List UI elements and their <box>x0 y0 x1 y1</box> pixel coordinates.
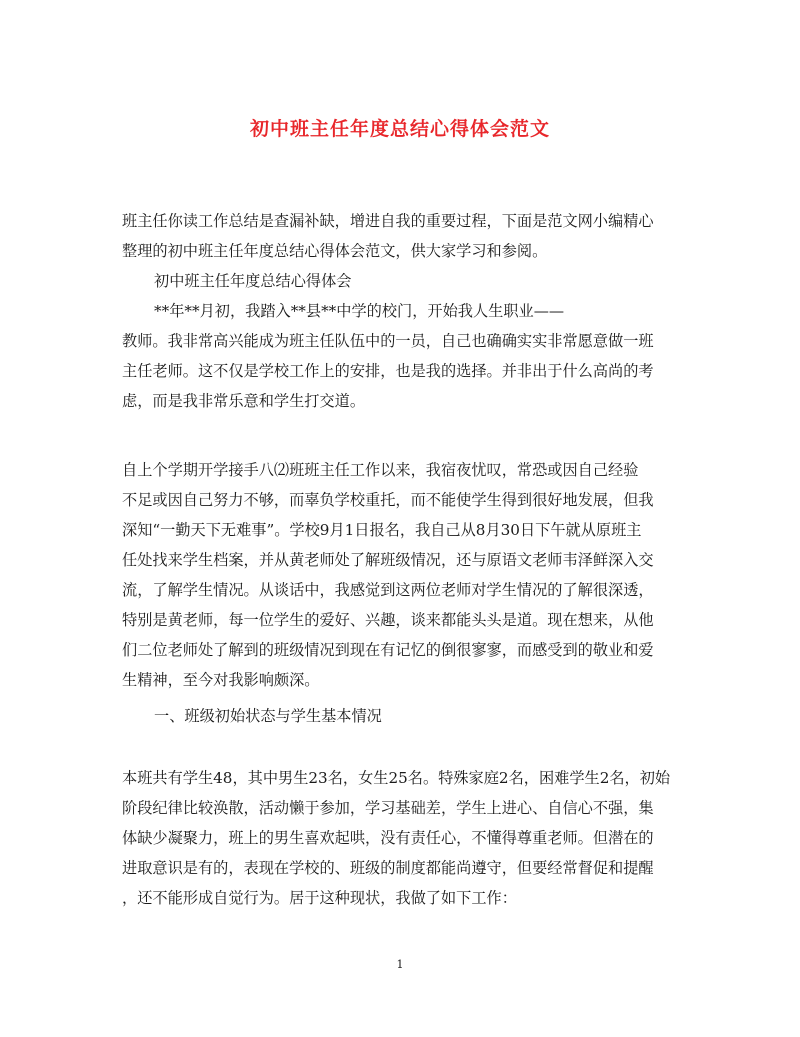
paragraph-take-over-class <box>122 455 678 695</box>
paragraph-class-status <box>122 763 678 913</box>
text-line: **年**月初，我踏入**县**中学的校门，开始我人生职业—— <box>154 302 565 320</box>
text-line: 班主任你读工作总结是查漏补缺，增进自我的重要过程，下面是范文网小编精心 <box>122 212 654 230</box>
text-line: 一、班级初始状态与学生基本情况 <box>154 707 382 725</box>
text-line: 任处找来学生档案，并从黄老师处了解班级情况，还与原语文老师韦泽鲜深入交 <box>122 551 654 569</box>
text-line: 自上个学期开学接手八⑵班班主任工作以来，我宿夜忧叹，常恐或因自己经验 <box>122 461 639 479</box>
text-line: 整理的初中班主任年度总结心得体会范文，供大家学习和参阅。 <box>122 242 548 260</box>
document-title: 初中班主任年度总结心得体会范文 <box>249 118 550 140</box>
subtitle <box>122 266 678 296</box>
text-line: 体缺少凝聚力，班上的男生喜欢起哄，没有责任心，不懂得尊重老师。但潜在的 <box>122 829 654 847</box>
text-line: 虑，而是我非常乐意和学生打交道。 <box>122 392 365 410</box>
text-line: 教师。我非常高兴能成为班主任队伍中的一员，自己也确确实实非常愿意做一班 <box>122 332 654 350</box>
text-line: 们二位老师处了解到的班级情况到现在有记忆的倒很寥寥，而感受到的敬业和爱 <box>122 641 654 659</box>
text-line: 不足或因自己努力不够，而辜负学校重托，而不能使学生得到很好地发展，但我 <box>122 491 654 509</box>
text-line: 生精神，至今对我影响颇深。 <box>122 671 320 689</box>
paragraph-start-career <box>122 296 678 416</box>
text-line: 初中班主任年度总结心得体会 <box>154 272 352 290</box>
text-line: 阶段纪律比较涣散，活动懒于参加，学习基础差，学生上进心、自信心不强，集 <box>122 799 654 817</box>
text-line: 流，了解学生情况。从谈话中，我感觉到这两位老师对学生情况的了解很深透， <box>122 581 654 599</box>
text-line: 进取意识是有的，表现在学校的、班级的制度都能尚遵守，但要经常督促和提醒 <box>122 859 654 877</box>
text-line: ，还不能形成自觉行为。居于这种现状，我做了如下工作： <box>122 889 517 907</box>
text-line: 深知“一勤天下无难事”。学校9月1日报名，我自己从8月30日下午就从原班主 <box>122 521 642 539</box>
page-number: 1 <box>396 958 404 971</box>
section-heading-1 <box>122 701 678 731</box>
text-line: 特别是黄老师，每一位学生的爱好、兴趣，谈来都能头头是道。现在想来，从他 <box>122 611 654 629</box>
text-line: 主任老师。这不仅是学校工作上的安排，也是我的选择。并非出于什么高尚的考 <box>122 362 654 380</box>
intro-paragraph <box>122 206 678 266</box>
text-line: 本班共有学生48，其中男生23名，女生25名。特殊家庭2名，困难学生2名，初始 <box>122 769 671 787</box>
